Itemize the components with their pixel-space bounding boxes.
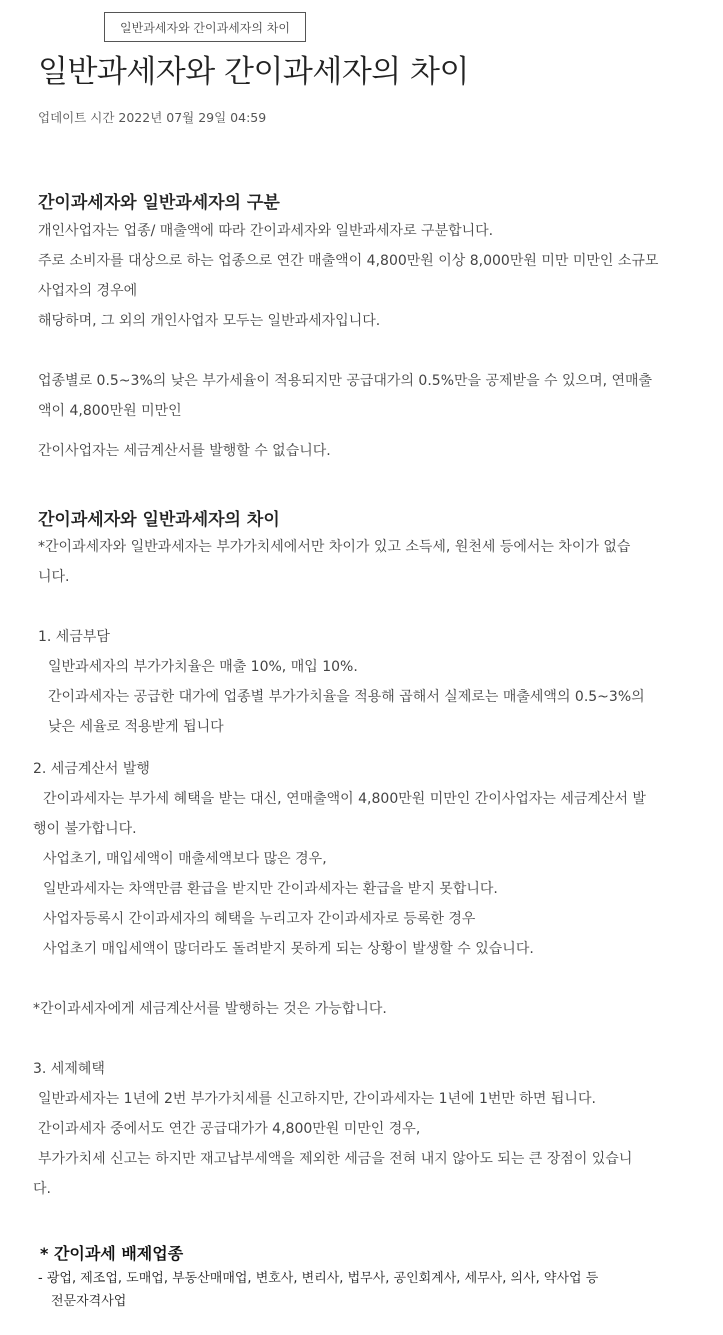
- section-heading-difference: 간이과세자와 일반과세자의 차이: [38, 510, 280, 530]
- updated-time: 업데이트 시간 2022년 07월 29일 04:59: [38, 110, 267, 125]
- paragraph-line: 개인사업자는 업종/ 매출액에 따라 간이과세자와 일반과세자로 구분합니다.: [38, 223, 494, 239]
- list-item-line: 일반과세자는 차액만큼 환급을 받지만 간이과세자는 환급을 받지 못합니다.: [43, 881, 498, 897]
- paragraph-line: 사업자의 경우에: [38, 283, 138, 299]
- note-line: *간이과세자에게 세금계산서를 발행하는 것은 가능합니다.: [33, 1001, 387, 1017]
- list-item-line: 일반과세자는 1년에 2번 부가가치세를 신고하지만, 간이과세자는 1년에 1번만 하면 됩니다.: [38, 1091, 596, 1107]
- paragraph-line: 니다.: [38, 569, 70, 585]
- list-item-line: 사업자등록시 간이과세자의 혜택을 누리고자 간이과세자로 등록한 경우: [43, 911, 476, 927]
- list-item-line: 간이과세자는 공급한 대가에 업종별 부가가치율을 적용해 곱해서 실제로는 매출세액의 0.5~3%의: [48, 689, 645, 705]
- list-item-title: 3. 세제혜택: [33, 1061, 105, 1077]
- list-item-title: 2. 세금계산서 발행: [33, 761, 150, 777]
- list-item-line: 행이 불가합니다.: [33, 821, 137, 837]
- list-item-line: 사업초기 매입세액이 많더라도 돌려받지 못하게 되는 상황이 발생할 수 있습니다.: [43, 941, 534, 957]
- list-item-line: 낮은 세율로 적용받게 됩니다: [48, 719, 224, 735]
- excluded-list-line: 전문자격사업: [51, 1294, 127, 1309]
- excluded-list-line: - 광업, 제조업, 도매업, 부동산매매업, 변호사, 변리사, 법무사, 공인회계사, 세무사, 의사, 약사업 등: [38, 1271, 599, 1286]
- list-item-line: 부가가치세 신고는 하지만 재고납부세액을 제외한 세금을 전혀 내지 않아도 되는 큰 장점이 있습니: [38, 1151, 633, 1167]
- paragraph-line: 간이사업자는 세금계산서를 발행할 수 없습니다.: [38, 443, 331, 459]
- list-item-line: 다.: [33, 1181, 51, 1197]
- section-heading-classification: 간이과세자와 일반과세자의 구분: [38, 193, 280, 213]
- page-title: 일반과세자와 간이과세자의 차이: [38, 54, 469, 90]
- paragraph-line: 해당하며, 그 외의 개인사업자 모두는 일반과세자입니다.: [38, 313, 381, 329]
- list-item-line: 간이과세자는 부가세 혜택을 받는 대신, 연매출액이 4,800만원 미만인 간이사업자는 세금계산서 발: [43, 791, 646, 807]
- list-item-title: 1. 세금부담: [38, 629, 110, 645]
- category-tag[interactable]: 일반과세자와 간이과세자의 차이: [104, 12, 306, 42]
- section-heading-excluded: * 간이과세 배제업종: [40, 1244, 184, 1263]
- list-item-line: 일반과세자의 부가가치율은 매출 10%, 매입 10%.: [48, 659, 358, 675]
- paragraph-line: 주로 소비자를 대상으로 하는 업종으로 연간 매출액이 4,800만원 이상 8,000만원 미만 미만인 소규모: [38, 253, 659, 269]
- list-item-line: 사업초기, 매입세액이 매출세액보다 많은 경우,: [43, 851, 327, 867]
- list-item-line: 간이과세자 중에서도 연간 공급대가가 4,800만원 미만인 경우,: [38, 1121, 421, 1137]
- paragraph-line: *간이과세자와 일반과세자는 부가가치세에서만 차이가 있고 소득세, 원천세 등에서는 차이가 없습: [38, 539, 631, 555]
- paragraph-line: 액이 4,800만원 미만인: [38, 403, 182, 419]
- paragraph-line: 업종별로 0.5~3%의 낮은 부가세율이 적용되지만 공급대가의 0.5%만을 공제받을 수 있으며, 연매출: [38, 373, 653, 389]
